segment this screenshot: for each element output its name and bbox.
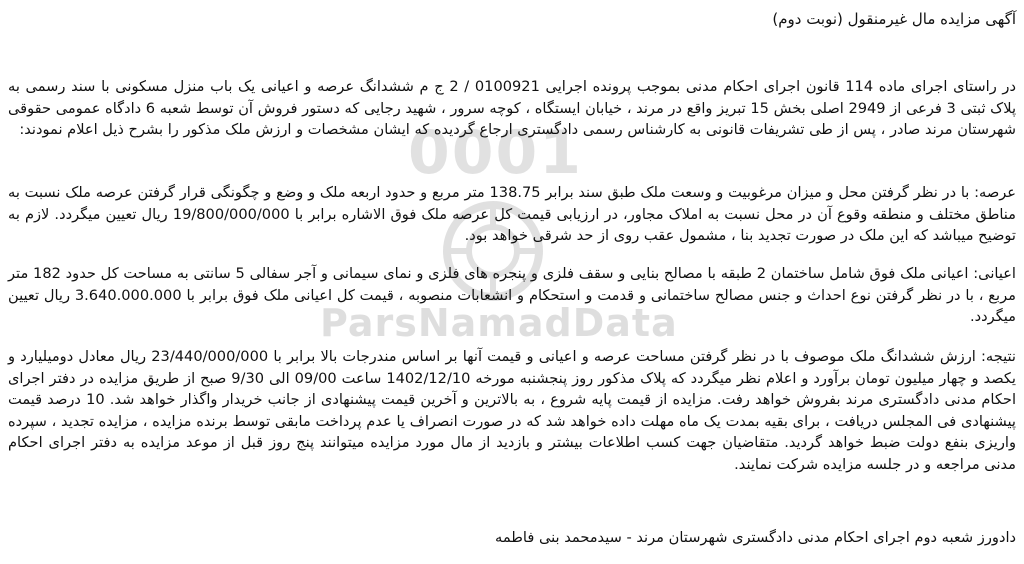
intro-paragraph: در راستای اجرای ماده 114 قانون اجرای احکام مدنی بموجب پرونده اجرایی 0100921 / 2 ج م ششدانگ عرصه و اعیانی یک باب منزل مسکونی با سند رسمی به پلاک ثبتی 3 فرعی از 2949 اصلی بخش 15 تبریز واقع در مرند ، خیابان ایستگاه ، کوچه سرور ، شهید رجایی که دستور فروش آن توسط شعبه 6 دادگاه عمومی حقوقی شهرستان مرند صادر ، پس از طی تشریفات قانونی به کارشناس رسمی دادگستری ارجاع گردیده که ایشان مشخصات و ارزش ملک مذکور را بشرح ذیل اعلام نمودند: bbox=[8, 78, 1017, 139]
signature-line: دادورز شعبه دوم اجرای احکام مدنی دادگستری شهرستان مرند - سیدمحمد بنی فاطمه bbox=[495, 529, 1016, 546]
land-paragraph: عرصه: با در نظر گرفتن محل و میزان مرغوبیت و وسعت ملک طبق سند برابر 138.75 متر مربع و حدود اربعه ملک و وضع و چگونگی قرار گرفتن عرصه ملک نسبت به مناطق مختلف و منطقه وقوع آن در محل نسبت به املاک مجاور، در ارزیابی قیمت کل عرصه ملک فوق الاشاره برابر با 19/800/000/000 ریال تعیین میگردد. لازم به توضیح میباشد که این ملک در صورت تجدید بنا ، مشمول عقب روی از حد شرقی خواهد بود. bbox=[8, 184, 1017, 245]
notice-title: آگهی مزایده مال غیرمنقول (نوبت دوم) bbox=[772, 10, 1016, 28]
result-paragraph: نتیجه: ارزش ششدانگ ملک موصوف با در نظر گرفتن مساحت عرصه و اعیانی و قیمت آنها بر اساس مندرجات بالا برابر با 23/440/000/000 ریال معادل دومیلیارد و یکصد و چهار میلیون تومان برآورد و اعلام نظر میگردد که پلاک مذکور روز پنجشنبه مورخه 1402/12/10 ساعت 09/00 الی 9/30 صبح از طریق مزایده در دفتر اجرای احکام مدنی دادگستری مرند بفروش خواهد رفت. مزایده از قیمت پایه شروع ، به بالاترین و آخرین قیمت پیشنهادی از جانب خریدار واگذار خواهد شد. 10 درصد قیمت پیشنهادی فی المجلس دریافت ، برای بقیه بمدت یک ماه مهلت داده خواهد شد که در صورت انصراف یا عدم پرداخت مابقی توسط برنده مزایده ، مزایده تجدید ، سپرده واریزی بنفع دولت ضبط خواهد گردید. متقاضیان جهت کسب اطلاعات بیشتر و بازدید از مال مورد مزایده میتوانند پنج روز قبل از موعد مزایده به دفتر اجرای احکام مدنی مراجعه و در جلسه مزایده شرکت نمایند. bbox=[8, 348, 1016, 473]
watermark-name: ParsNamadData bbox=[320, 301, 678, 345]
watermark-digits: 0001 bbox=[408, 118, 583, 188]
building-paragraph: اعیانی: اعیانی ملک فوق شامل ساختمان 2 طبقه با مصالح بنایی و سقف فلزی و پنجره های فلزی و نمای سیمانی و آجر سفالی 5 سانتی به مساحت کل حدود 182 متر مربع ، با در نظر گرفتن نوع احداث و جنس مصالح ساختمانی و قدمت و استحکام و انشعابات منصوبه ، قیمت کل اعیانی ملک فوق برابر با 3.640.000.000 ریال تعیین میگردد. bbox=[8, 265, 1016, 326]
